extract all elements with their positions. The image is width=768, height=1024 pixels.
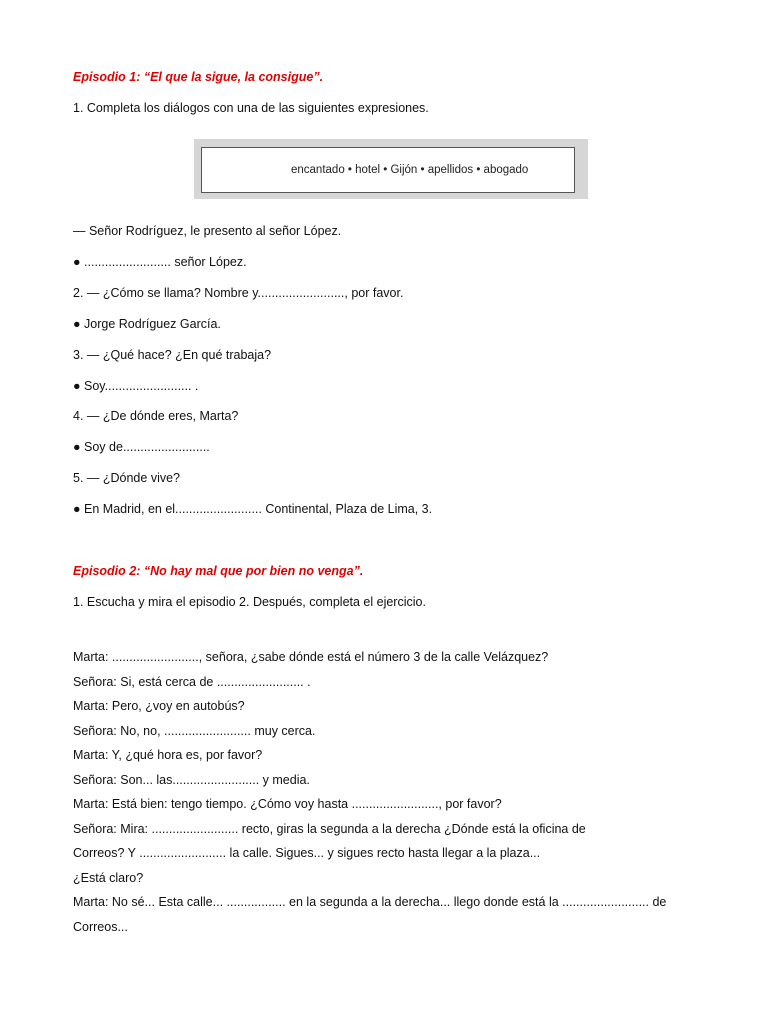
- dialogue-line: Marta: ........................., señora, ¿sabe dónde está el número 3 de la calle Velázquez?: [73, 650, 549, 664]
- dialogue-line: 5. — ¿Dónde vive?: [73, 471, 180, 485]
- dialogue-line: Marta: No sé... Esta calle... ................. en la segunda a la derecha... llego donde está la ......................... de: [73, 895, 667, 909]
- dialogue-line: Correos? Y ......................... la calle. Sigues... y sigues recto hasta llegar a la plaza...: [73, 846, 541, 860]
- dialogue-line: Marta: Está bien: tengo tiempo. ¿Cómo voy hasta ........................., por favor?: [73, 797, 502, 811]
- dialogue-line: ¿Está claro?: [73, 871, 144, 885]
- dialogue-line: 4. — ¿De dónde eres, Marta?: [73, 409, 239, 423]
- dialogue-line: ● Soy......................... .: [73, 379, 199, 393]
- dialogue-line: ● En Madrid, en el......................... Continental, Plaza de Lima, 3.: [73, 502, 433, 516]
- dialogue-line: Marta: Pero, ¿voy en autobús?: [73, 699, 245, 713]
- dialogue-line: ● ......................... señor López.: [73, 255, 247, 269]
- dialogue-line: 3. — ¿Qué hace? ¿En qué trabaja?: [73, 348, 272, 362]
- dialogue-line: — Señor Rodríguez, le presento al señor López.: [73, 224, 342, 238]
- word-box-text: encantado • hotel • Gijón • apellidos • abogado: [291, 164, 529, 176]
- dialogue-line: Señora: Si, está cerca de ......................... .: [73, 675, 311, 689]
- dialogue-line: Señora: No, no, ......................... muy cerca.: [73, 724, 316, 738]
- dialogue-line: Correos...: [73, 920, 128, 934]
- dialogue-line: Señora: Mira: ......................... recto, giras la segunda a la derecha ¿Dónde está la oficina de: [73, 822, 586, 836]
- episode-1-instruction: 1. Completa los diálogos con una de las siguientes expresiones.: [73, 101, 429, 115]
- dialogue-line: ● Soy de.........................: [73, 440, 210, 454]
- dialogue-line: Señora: Son... las......................... y media.: [73, 773, 310, 787]
- dialogue-line: 2. — ¿Cómo se llama? Nombre y........................., por favor.: [73, 286, 404, 300]
- episode-2-title: Episodio 2: “No hay mal que por bien no venga”.: [73, 564, 364, 578]
- dialogue-line: ● Jorge Rodríguez García.: [73, 317, 221, 331]
- dialogue-line: Marta: Y, ¿qué hora es, por favor?: [73, 748, 263, 762]
- episode-2-instruction: 1. Escucha y mira el episodio 2. Después, completa el ejercicio.: [73, 595, 426, 609]
- episode-1-title: Episodio 1: “El que la sigue, la consigue”.: [73, 70, 324, 84]
